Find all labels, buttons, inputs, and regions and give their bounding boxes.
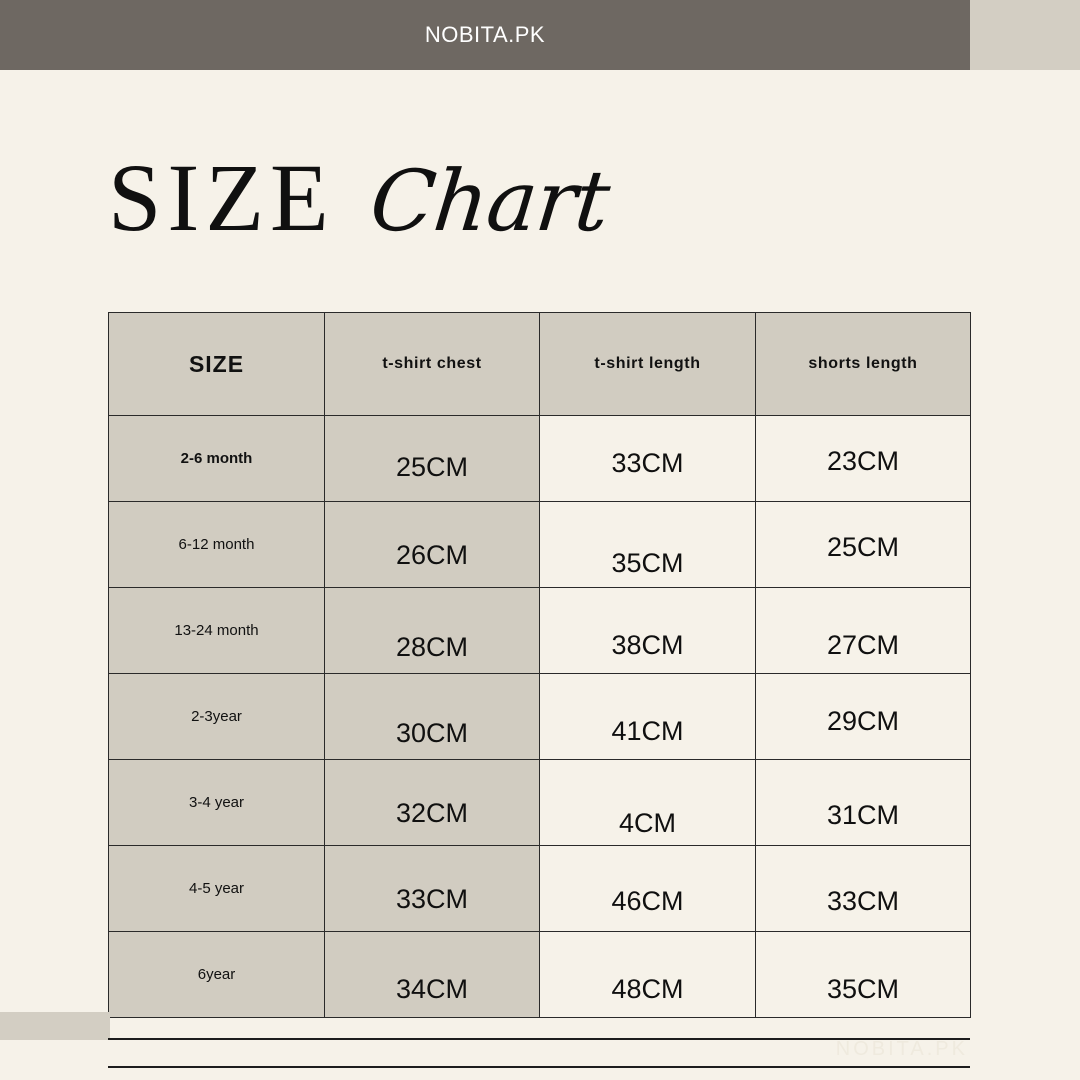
cell-shorts xyxy=(756,932,971,1018)
table-header xyxy=(109,313,971,416)
cell-length-value: 4CM xyxy=(618,808,677,838)
cell-chest-value: 34CM xyxy=(395,974,469,1004)
table-row xyxy=(109,588,971,674)
cell-length xyxy=(540,846,756,932)
cell-length xyxy=(540,932,756,1018)
cell-length-value: 46CM xyxy=(611,886,684,916)
cell-shorts-value: 35CM xyxy=(826,974,900,1004)
cell-chest xyxy=(325,674,540,760)
cell-length-value: 48CM xyxy=(611,974,684,1004)
cell-length-value: 33CM xyxy=(611,448,684,478)
cell-length-value: 35CM xyxy=(611,548,684,578)
table-row xyxy=(109,416,971,502)
table-header-row xyxy=(109,313,971,416)
column-header-size: SIZE xyxy=(109,313,325,416)
cell-chest-value: 28CM xyxy=(395,632,469,662)
table-row xyxy=(109,846,971,932)
size-table xyxy=(108,312,971,1018)
bottom-divider-bottom xyxy=(108,1066,970,1068)
cell-chest-value: 33CM xyxy=(395,884,469,914)
cell-length xyxy=(540,760,756,846)
top-bar xyxy=(0,0,970,70)
column-header-length: t-shirt length xyxy=(540,313,756,416)
table-row xyxy=(109,760,971,846)
cell-size: 6-12 month xyxy=(109,502,325,588)
cell-chest xyxy=(325,416,540,502)
column-header-shorts: shorts length xyxy=(756,313,971,416)
cell-shorts-value: 23CM xyxy=(826,446,900,476)
cell-chest xyxy=(325,932,540,1018)
table-body xyxy=(109,416,971,1018)
cell-shorts-value: 25CM xyxy=(826,532,900,562)
cell-length xyxy=(540,588,756,674)
cell-chest xyxy=(325,588,540,674)
size-table-wrap xyxy=(108,312,970,1018)
cell-shorts xyxy=(756,588,971,674)
cell-shorts-value: 29CM xyxy=(826,706,900,736)
cell-shorts-value: 27CM xyxy=(826,630,900,660)
top-bar-accent xyxy=(970,0,1080,70)
footer-tagline: NOBITA.PK xyxy=(835,1038,968,1060)
cell-chest-value: 30CM xyxy=(395,718,469,748)
page-title-main: SIZE xyxy=(108,144,335,251)
cell-length-value: 38CM xyxy=(611,630,684,660)
cell-chest xyxy=(325,846,540,932)
cell-length xyxy=(540,502,756,588)
cell-chest-value: 32CM xyxy=(395,798,469,828)
cell-length-value: 41CM xyxy=(611,716,684,746)
cell-size: 4-5 year xyxy=(109,846,325,932)
page-title-script: Chart xyxy=(365,152,614,250)
cell-shorts xyxy=(756,674,971,760)
cell-shorts-value: 33CM xyxy=(826,886,900,916)
cell-size: 2-6 month xyxy=(109,416,325,502)
cell-size: 3-4 year xyxy=(109,760,325,846)
cell-chest-value: 25CM xyxy=(395,452,469,482)
cell-length xyxy=(540,416,756,502)
cell-size: 2-3year xyxy=(109,674,325,760)
cell-shorts xyxy=(756,846,971,932)
cell-chest xyxy=(325,502,540,588)
page-title xyxy=(108,144,614,251)
table-row xyxy=(109,932,971,1018)
table-row xyxy=(109,502,971,588)
table-row xyxy=(109,674,971,760)
brand-label: NOBITA.PK xyxy=(424,22,546,47)
cell-shorts xyxy=(756,502,971,588)
cell-shorts-value: 31CM xyxy=(826,800,900,830)
cell-shorts xyxy=(756,416,971,502)
bottom-accent-swatch xyxy=(0,1012,110,1040)
cell-chest-value: 26CM xyxy=(395,540,469,570)
column-header-chest: t-shirt chest xyxy=(325,313,540,416)
cell-size: 6year xyxy=(109,932,325,1018)
cell-size: 13-24 month xyxy=(109,588,325,674)
cell-chest xyxy=(325,760,540,846)
cell-shorts xyxy=(756,760,971,846)
cell-length xyxy=(540,674,756,760)
